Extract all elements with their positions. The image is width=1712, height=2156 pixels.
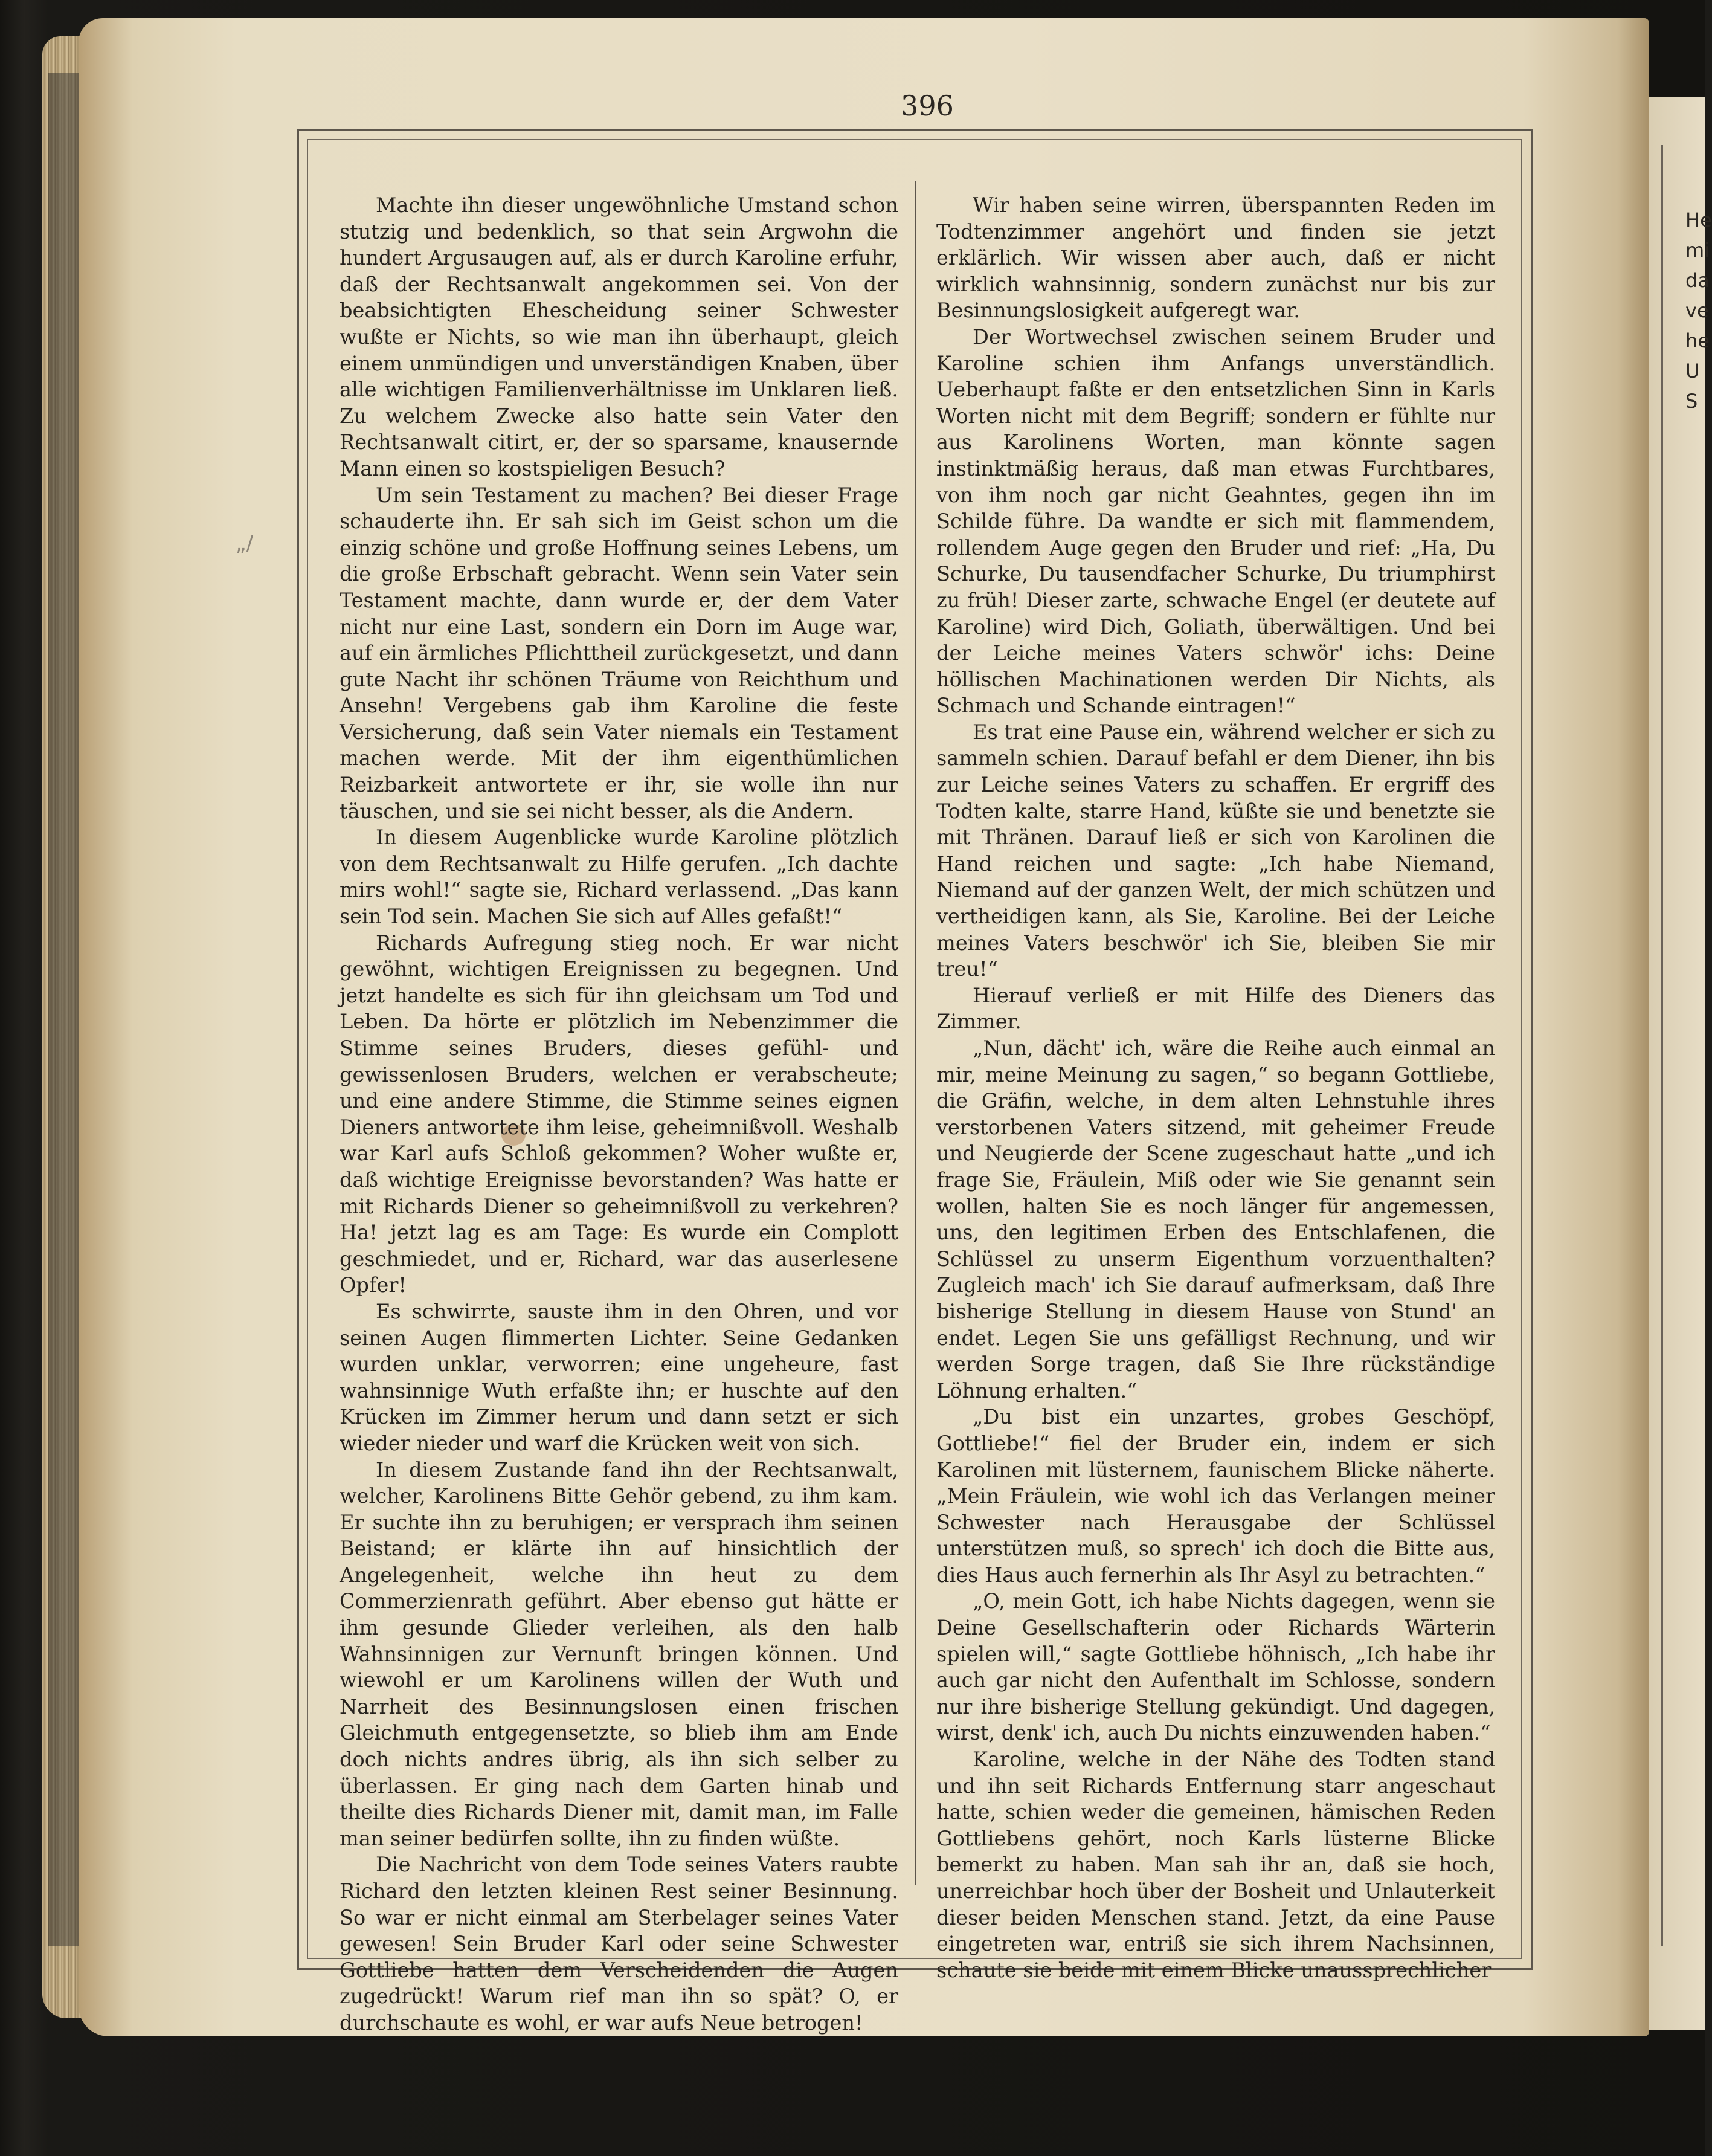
paragraph: In diesem Zustande fand ihn der Rechtsanwalt, welcher, Karolinens Bitte Gehör gebend, zu ihm kam. Er suchte ihn zu beruhigen; er versprach ihm seinen Beistand; er klärte ihn auf hinsichtlich der Angelegenheit, welche ihn heut zu dem Commerzienrath geführt. Aber ebenso gut hätte er ihm gesunde Glieder verleihen, als den halb Wahnsinnigen zur Vernunft bringen können. Und wiewohl er um Karolinens willen der Wuth und Narrheit des Besinnungslosen einen frischen Gleichmuth entgegensetzte, so blieb ihm am Ende doch nichts andres übrig, als ihn sich selber zu überlassen. Er ging nach dem Garten hinab und theilte dies Richards Diener mit, damit man, im Falle man seiner bedürfen sollte, ihn zu finden wüßte. [340, 1457, 898, 1850]
facing-page-fragment: U [1685, 360, 1700, 382]
right-column [936, 192, 1495, 1983]
paragraph: Der Wortwechsel zwischen seinem Bruder und Karoline schien ihm Anfangs unverständlich. Ueberhaupt faßte er den entsetzlichen Sinn in Karls Worten nicht mit dem Begriff; sondern er fühlte nur aus Karolinens Worten, man könnte sagen instinktmäßig heraus, daß man etwas Furchtbares, von ihm noch gar nicht Geahntes, gegen ihn im Schilde führe. Da wandte er sich mit flammendem, rollendem Auge gegen den Bruder und rief: „Ha, Du Schurke, Du tausendfacher Schurke, Du triumphirst zu früh! Dieser zarte, schwache Engel (er deutete auf Karoline) wird Dich, Goliath, überwältigen. Und bei der Leiche meines Vaters schwör' ichs: Deine höllischen Machinationen werden Dir Nichts, als Schmach und Schande eintragen!“ [936, 324, 1495, 718]
column-divider [915, 181, 916, 1885]
paragraph: „O, mein Gott, ich habe Nichts dagegen, wenn sie Deine Gesellschafterin oder Richards Wärterin spielen will,“ sagte Gottliebe höhnisch, „Ich habe ihr auch gar nicht den Aufenthalt im Schlosse, sondern nur ihre bisherige Stellung gekündigt. Und dagegen, wirst, denk' ich, auch Du nichts einzuwenden haben.“ [936, 1589, 1495, 1745]
paragraph: Es schwirrte, sauste ihm in den Ohren, und vor seinen Augen flimmerten Lichter. Seine Gedanken wurden unklar, verworren; eine ungeheure, fast wahnsinnige Wuth erfaßte ihn; er huschte auf den Krücken im Zimmer herum und dann setzt er sich wieder nieder und warf die Krücken weit von sich. [340, 1299, 898, 1455]
left-column [340, 192, 898, 2036]
page-number: 396 [901, 89, 954, 122]
margin-pencil-mark: „/ [236, 532, 254, 556]
facing-page-frame [1661, 145, 1711, 1946]
paragraph: Richards Aufregung stieg noch. Er war nicht gewöhnt, wichtigen Ereignissen zu begegnen. Und jetzt handelte es sich für ihn gleichsam um Tod und Leben. Da hörte er plötzlich im Nebenzimmer die Stimme seines Bruders, dieses gefühl- und gewissenlosen Bruders, welchen er verabscheute; und eine andere Stimme, die Stimme seines eignen Dieners antwortete ihm leise, geheimnißvoll. Weshalb war Karl aufs Schloß gekommen? Woher wußte er, daß wichtige Ereignisse bevorstanden? Was hatte er mit Richards Diener so geheimnißvoll zu verkehren? Ha! jetzt lag es am Tage: Es wurde ein Complott geschmiedet, und er, Richard, war das auserlesene Opfer! [340, 931, 898, 1297]
paragraph: Machte ihn dieser ungewöhnliche Umstand schon stutzig und bedenklich, so that sein Argwohn die hundert Argusaugen auf, als er durch Karoline erfuhr, daß der Rechtsanwalt angekommen sei. Von der beabsichtigten Ehescheidung seiner Schwester wußte er Nichts, so wie man ihn überhaupt, gleich einem unmündigen und unverständigen Knaben, über alle wichtigen Familienverhältnisse im Unklaren ließ. Zu welchem Zwecke also hatte sein Vater den Rechtsanwalt citirt, er, der so sparsame, knausernde Mann einen so kostspieligen Besuch? [340, 193, 898, 480]
paragraph: Wir haben seine wirren, überspannten Reden im Todtenzimmer angehört und finden sie jetzt erklärlich. Wir wissen aber auch, daß er nicht wirklich wahnsinnig, sondern zunächst nur bis zur Besinnungslosigkeit aufgeregt war. [936, 193, 1495, 323]
paragraph: „Du bist ein unzartes, grobes Geschöpf, Gottliebe!“ fiel der Bruder ein, indem er sich Karolinen mit lüsternem, faunischem Blicke näherte. „Mein Fräulein, wie wohl ich das Verlangen meiner Schwester nach Herausgabe der Schlüssel unterstützen muß, so sprech' ich doch die Bitte aus, dies Haus auch fernerhin als Ihr Asyl zu betrachten.“ [936, 1405, 1495, 1587]
paragraph: „Nun, dächt' ich, wäre die Reihe auch einmal an mir, meine Meinung zu sagen,“ so begann Gottliebe, die Gräfin, welche, in dem alten Lehnstuhle ihres verstorbenen Vaters sitzend, mit geheimer Freude und Neugierde der Scene zugeschaut hatte „und ich frage Sie, Fräulein, Miß oder wie Sie genannt sein wollen, halten Sie es noch länger für angemessen, uns, den legitimen Erben des Entschlafenen, die Schlüssel zu unserm Eigenthum vorzuenthalten? Zugleich mach' ich Sie darauf aufmerksam, daß Ihre bisherige Stellung in diesem Hause von Stund' an endet. Legen Sie uns gefälligst Rechnung, und wir werden Sorge tragen, daß Sie Ihre rückständige Löhnung erhalten.“ [936, 1036, 1495, 1402]
facing-page-fragment: He [1685, 208, 1712, 231]
paragraph: Karoline, welche in der Nähe des Todten stand und ihn seit Richards Entfernung starr angeschaut hatte, schien weder die gemeinen, hämischen Reden Gottliebens gehört, noch Karls lüsterne Blicke bemerkt zu haben. Man sah ihr an, daß sie hoch, unerreichbar hoch über der Bosheit und Unlauterkeit dieser beiden Menschen stand. Jetzt, da eine Pause eingetreten war, entriß sie sich ihrem Nachsinnen, schaute sie beide mit einem Blicke unaussprechlicher [936, 1748, 1495, 1982]
paragraph: Hierauf verließ er mit Hilfe des Dieners das Zimmer. [936, 983, 1495, 1034]
facing-page-fragment: he [1685, 329, 1710, 352]
facing-page-fragment: mi [1685, 239, 1710, 262]
facing-page-fragment: S [1685, 390, 1698, 413]
facing-page-fragment: da [1685, 269, 1710, 292]
paragraph: Um sein Testament zu machen? Bei dieser Frage schauderte ihn. Er sah sich im Geist schon um die einzig schöne und große Hoffnung seines Lebens, um die große Erbschaft gebracht. Wenn sein Vater sein Testament machte, dann wurde er, der dem Vater nicht nur eine Last, sondern ein Dorn im Auge war, auf ein ärmliches Pflichttheil zurückgesetzt, und dann gute Nacht ihr schönen Träume von Reichthum und Ansehn! Vergebens gab ihm Karoline die feste Versicherung, daß sein Vater niemals ein Testament machen werde. Mit der ihm eigenthümlichen Reizbarkeit antwortete er ihr, sie wolle ihn nur täuschen, und sie sei nicht besser, als die Andern. [340, 483, 898, 823]
paragraph: Die Nachricht von dem Tode seines Vaters raubte Richard den letzten kleinen Rest seiner Besinnung. So war er nicht einmal am Sterbelager seines Vater gewesen! Sein Bruder Karl oder seine Schwester Gottliebe hatten dem Verscheidenden die Augen zugedrückt! Warum rief man ihn so spät? O, er durchschaute es wohl, er war aufs Neue betrogen! [340, 1853, 898, 2035]
facing-page-fragment: ve [1685, 299, 1709, 322]
paragraph: Es trat eine Pause ein, während welcher er sich zu sammeln schien. Darauf befahl er dem Diener, ihn bis zur Leiche seines Vaters zu schaffen. Er ergriff des Todten kalte, starre Hand, küßte sie und benetzte sie mit Thränen. Darauf ließ er sich von Karolinen die Hand reichen und sagte: „Ich habe Niemand, Niemand auf der ganzen Welt, der mich schützen und vertheidigen kann, als Sie, Karoline. Bei der Leiche meines Vaters beschwör' ich Sie, bleiben Sie mir treu!“ [936, 720, 1495, 981]
paragraph: In diesem Augenblicke wurde Karoline plötzlich von dem Rechtsanwalt zu Hilfe gerufen. „Ich dachte mirs wohl!“ sagte sie, Richard verlassend. „Das kann sein Tod sein. Machen Sie sich auf Alles gefaßt!“ [340, 825, 898, 929]
